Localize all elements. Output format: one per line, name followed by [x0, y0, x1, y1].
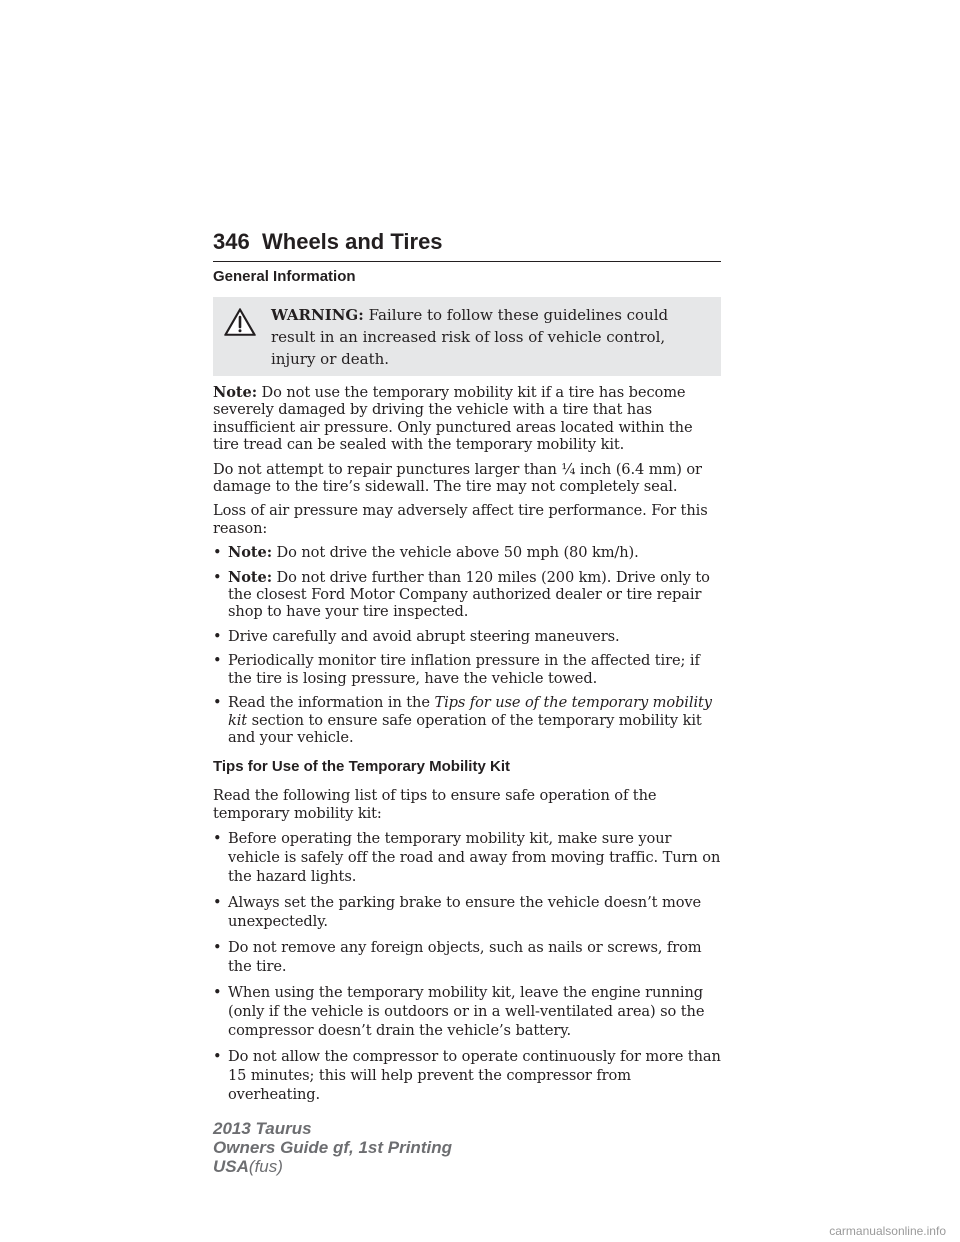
tips-list	[213, 829, 721, 1104]
list-item-text: section to ensure safe operation of the temporary mobility kit and your vehicle.	[228, 711, 702, 746]
warning-triangle-icon	[223, 307, 257, 337]
bullet-dot: •	[213, 894, 222, 912]
bullet-dot: •	[213, 830, 222, 848]
list-item	[213, 938, 721, 976]
list-item	[213, 544, 721, 561]
list-item	[213, 1047, 721, 1104]
note-paragraph	[213, 384, 721, 454]
bullet-dot: •	[213, 627, 222, 645]
list-item-text: When using the temporary mobility kit, leave the engine running (only if the vehicle is outdoors or in a well-ventilated area) so the compressor doesn’t drain the vehicle’s battery.	[228, 984, 705, 1040]
warning-text: Failure to follow these guidelines could result in an increased risk of loss of vehicle control, injury or death.	[271, 306, 669, 368]
chapter-title: Wheels and Tires	[262, 229, 443, 254]
puncture-size-paragraph: Do not attempt to repair punctures larger than ¼ inch (6.4 mm) or damage to the tire’s sidewall. The tire may not completely seal.	[213, 460, 702, 496]
footer-guide: Owners Guide gf, 1st Printing	[213, 1138, 452, 1157]
list-item	[213, 893, 721, 931]
bullet-dot: •	[213, 939, 222, 957]
note-label: Note:	[228, 544, 272, 562]
section-heading-tips: Tips for Use of the Temporary Mobility Kit	[213, 758, 510, 776]
list-item-text: Before operating the temporary mobility kit, make sure your vehicle is safely off the road and away from moving traffic. Turn on the hazard lights.	[228, 830, 721, 886]
footer-market	[213, 1157, 452, 1176]
list-item-text: Do not drive further than 120 miles (200 km). Drive only to the closest Ford Motor Company authorized dealer or tire repair shop to have your tire inspected.	[228, 568, 710, 621]
list-item-text: Always set the parking brake to ensure the vehicle doesn’t move unexpectedly.	[228, 894, 702, 931]
page-number: 346	[213, 229, 250, 254]
precautions-list	[213, 544, 721, 746]
list-item	[213, 652, 721, 687]
bullet-dot: •	[213, 544, 222, 562]
list-item	[213, 983, 721, 1040]
list-item-text: Periodically monitor tire inflation pressure in the affected tire; if the tire is losing pressure, have the vehicle towed.	[228, 652, 700, 687]
page-footer	[213, 1119, 452, 1176]
list-item-text: Do not remove any foreign objects, such as nails or screws, from the tire.	[228, 939, 702, 976]
list-item	[213, 694, 721, 746]
list-item-text: Do not allow the compressor to operate continuously for more than 15 minutes; this will help prevent the compressor from overheating.	[228, 1048, 721, 1104]
cross-reference-link: Tips for use of the temporary mobility kit	[228, 694, 712, 729]
note-label: Note:	[228, 568, 272, 586]
warning-box	[213, 297, 721, 376]
footer-model: 2013 Taurus	[213, 1119, 312, 1138]
air-pressure-paragraph: Loss of air pressure may adversely affect tire performance. For this reason:	[213, 502, 708, 537]
footer-code: (fus)	[248, 1157, 283, 1176]
bullet-dot: •	[213, 652, 222, 670]
footer-country: USA	[213, 1157, 249, 1176]
tips-intro-paragraph: Read the following list of tips to ensure safe operation of the temporary mobility kit:	[213, 787, 657, 822]
section-heading-general-information: General Information	[213, 268, 356, 285]
page-content	[213, 268, 721, 1111]
list-item	[213, 569, 721, 621]
bullet-dot: •	[213, 1048, 222, 1066]
note-text: Do not use the temporary mobility kit if a tire has become severely damaged by driving the vehicle with a tire that has insufficient air pressure. Only punctured areas located within the tire tread can be sealed with the temporary mobility kit.	[213, 384, 693, 454]
list-item-text: Read the information in the	[228, 694, 430, 712]
list-item	[213, 829, 721, 886]
list-item-text: Drive carefully and avoid abrupt steering maneuvers.	[228, 627, 620, 645]
watermark: carmanualsonline.info	[829, 1224, 946, 1238]
page-header	[213, 227, 721, 262]
note-label: Note:	[213, 384, 257, 401]
warning-label: WARNING:	[271, 306, 364, 324]
list-item-text: Do not drive the vehicle above 50 mph (80 km/h).	[276, 544, 639, 562]
bullet-dot: •	[213, 694, 222, 712]
bullet-dot: •	[213, 984, 222, 1002]
bullet-dot: •	[213, 568, 222, 586]
list-item	[213, 628, 721, 645]
